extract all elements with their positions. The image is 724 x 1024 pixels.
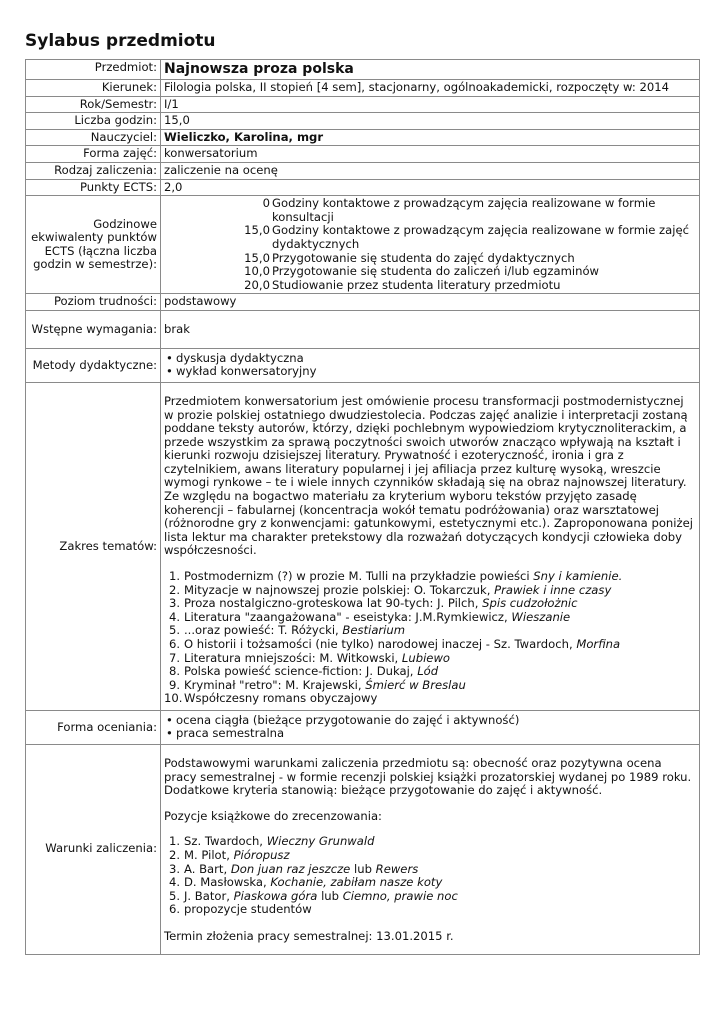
row-forma-zajec — [26, 146, 700, 163]
book-connector: lub — [317, 888, 343, 903]
book-number: 6. — [168, 902, 180, 917]
topic-item — [164, 584, 696, 598]
topic-text: Kryminał "retro": M. Krajewski, — [184, 677, 366, 692]
row-zakres — [26, 382, 700, 710]
topic-number: 3. — [168, 596, 180, 611]
topic-title: Spis cudzołożnic — [482, 596, 578, 611]
topic-number: 2. — [168, 582, 180, 597]
label-nauczyciel: Nauczyciel: — [26, 129, 161, 146]
book-number: 2. — [168, 847, 180, 862]
book-item — [164, 863, 696, 877]
value-zakres — [161, 382, 700, 710]
list-item: • wykład konwersatoryjny — [164, 365, 696, 379]
topic-title: Bestiarium — [342, 623, 406, 638]
label-forma-zajec: Forma zajęć: — [26, 146, 161, 163]
book-title: Pióropusz — [233, 847, 290, 862]
topic-title: Lubiewo — [401, 650, 451, 665]
label-rodzaj-zaliczenia: Rodzaj zaliczenia: — [26, 162, 161, 179]
page-title: Sylabus przedmiotu — [25, 31, 216, 51]
value-punkty-ects: 2,0 — [161, 179, 700, 196]
label-punkty-ects: Punkty ECTS: — [26, 179, 161, 196]
topic-number: 8. — [168, 664, 180, 679]
topic-number: 5. — [168, 623, 180, 638]
book-number: 3. — [168, 861, 180, 876]
ects-item — [164, 197, 696, 224]
list-item: • praca semestralna — [164, 727, 696, 741]
syllabus-page — [25, 30, 700, 955]
value-przedmiot: Najnowsza proza polska — [161, 60, 700, 80]
topic-number: 9. — [168, 677, 180, 692]
list-item: • dyskusja dydaktyczna — [164, 352, 696, 366]
book-title-alt: Ciemno, prawie noc — [342, 888, 458, 903]
topic-title: Prawiek i inne czasy — [494, 582, 612, 597]
topic-item — [164, 679, 696, 693]
topic-text: Mityzacje w najnowszej prozie polskiej: O. Tokarczuk, — [184, 582, 495, 597]
ects-hours: 20,0 — [244, 277, 270, 292]
deadline: Termin złożenia pracy semestralnej: 13.01.2015 r. — [164, 928, 454, 943]
topic-after: . — [618, 569, 623, 584]
topic-title: Morfina — [576, 637, 621, 651]
row-punkty-ects — [26, 179, 700, 196]
row-metody — [26, 348, 700, 382]
value-kierunek: Filologia polska, II stopień [4 sem], stacjonarny, ogólnoakademicki, rozpoczęty w: 2014 — [161, 80, 700, 97]
topic-number: 6. — [168, 637, 180, 651]
value-ocena — [161, 710, 700, 744]
topic-title: Śmierć w Breslau — [365, 677, 466, 692]
zakres-intro: Przedmiotem konwersatorium jest omówienie procesu transformacji postmodernistycznej w prozie polskiej ostatniego dwudziestolecia. Podczas zajęć analizie i interpretacji zostaną poddane teksty autorów, którzy, dzięki pochlebnym wypowiedziom krytycznoliterackim, a przede wszystkim za sprawą poczytności swoich utworów znacząco wpływają na kształt i kierunki rozwoju dzisiejszej literatury. Prywatność i ezoteryczność, ironia i gra z czytelnikiem, awans literatury popularnej i jej afiliacja przez kulturę wysoką, wreszcie wymogi rynkowe – te i wiele innych czynników składają się na obraz najnowszej literatury. Ze względu na bogactwo materiału za kryterium wyboru tekstów przyjęto zasadę koherencji – fabularnej (koncentracja wokół tematu podróżowania) oraz warsztatowej (różnorodne gry z konwencjami: gatunkowymi, estetycznymi etc.). Zaproponowana poniżej lista lektur ma charakter pretekstowy dla rozważań dotyczących kondycji człowieka doby współczesności. — [164, 393, 693, 558]
label-wymagania: Wstępne wymagania: — [26, 310, 161, 348]
topic-number: 1. — [168, 569, 180, 584]
topic-title: Wieszanie — [511, 609, 571, 624]
row-ekwiwalent — [26, 196, 700, 294]
topic-item — [164, 652, 696, 666]
book-author: propozycje studentów — [184, 902, 312, 917]
label-liczba-godzin: Liczba godzin: — [26, 113, 161, 130]
ects-item — [164, 252, 696, 266]
topic-text: Literatura mniejszości: M. Witkowski, — [184, 650, 402, 665]
topic-item — [164, 692, 696, 706]
book-item — [164, 876, 696, 890]
topic-text: Literatura "zaangażowana" - eseistyka: J.M.Rymkiewicz, — [184, 609, 512, 624]
ects-hours: 10,0 — [244, 264, 270, 279]
label-zakres: Zakres tematów: — [26, 382, 161, 710]
book-item — [164, 890, 696, 904]
value-rodzaj-zaliczenia: zaliczenie na ocenę — [161, 162, 700, 179]
row-rodzaj-zaliczenia — [26, 162, 700, 179]
value-poziom: podstawowy — [161, 294, 700, 311]
topic-text: Postmodernizm (?) w prozie M. Tulli na przykładzie powieści — [184, 569, 534, 584]
topic-item — [164, 624, 696, 638]
label-przedmiot: Przedmiot: — [26, 60, 161, 80]
book-connector: lub — [350, 861, 376, 876]
syllabus-table — [25, 59, 700, 955]
topic-item — [164, 597, 696, 611]
row-wymagania — [26, 310, 700, 348]
metody-list — [164, 352, 696, 379]
topic-text: Proza nostalgiczno-groteskowa lat 90-tych: J. Pilch, — [184, 596, 483, 611]
book-title-alt: Rewers — [375, 861, 419, 876]
ects-hours: 15,0 — [244, 223, 270, 238]
book-title: Kochanie, zabiłam nasze koty — [270, 875, 443, 890]
value-nauczyciel: Wieliczko, Karolina, mgr — [161, 129, 700, 146]
book-item — [164, 835, 696, 849]
book-number: 4. — [168, 875, 180, 890]
label-rok: Rok/Semestr: — [26, 96, 161, 113]
book-author: A. Bart, — [184, 861, 231, 876]
book-author: M. Pilot, — [184, 847, 234, 862]
book-item — [164, 849, 696, 863]
row-kierunek — [26, 80, 700, 97]
label-ekwiwalent: Godzinowe ekwiwalenty punktów ECTS (łączna liczba godzin w semestrze): — [26, 196, 161, 294]
topic-item — [164, 570, 696, 584]
book-number: 5. — [168, 888, 180, 903]
book-title: Don juan raz jeszcze — [230, 861, 351, 876]
row-warunki — [26, 744, 700, 954]
ects-desc: Godziny kontaktowe z prowadzącym zajęcia realizowane w formie zajęć dydaktycznych — [272, 223, 689, 251]
book-author: Sz. Twardoch, — [184, 834, 267, 849]
books-heading: Pozycje książkowe do zrecenzowania: — [164, 808, 382, 823]
value-forma-zajec: konwersatorium — [161, 146, 700, 163]
list-item: • ocena ciągła (bieżące przygotowanie do zajęć i aktywność) — [164, 714, 696, 728]
topic-item — [164, 665, 696, 679]
ects-desc: Przygotowanie się studenta do zajęć dydaktycznych — [272, 250, 575, 265]
topic-number: 4. — [168, 609, 180, 624]
ects-desc: Studiowanie przez studenta literatury przedmiotu — [272, 277, 561, 292]
topic-text: Współczesny romans obyczajowy — [184, 691, 378, 706]
row-ocena — [26, 710, 700, 744]
value-ekwiwalent — [161, 196, 700, 294]
ects-item — [164, 279, 696, 293]
value-wymagania: brak — [161, 310, 700, 348]
book-item — [164, 903, 696, 917]
row-poziom — [26, 294, 700, 311]
books-list — [164, 835, 696, 917]
value-warunki — [161, 744, 700, 954]
row-nauczyciel — [26, 129, 700, 146]
ects-desc: Przygotowanie się studenta do zaliczeń i/lub egzaminów — [272, 264, 600, 279]
book-author: D. Masłowska, — [184, 875, 271, 890]
ocena-list — [164, 714, 696, 741]
book-author: J. Bator, — [184, 888, 234, 903]
book-title: Piaskowa góra — [233, 888, 318, 903]
topic-text: O historii i tożsamości (nie tylko) narodowej inaczej - Sz. Twardoch, — [184, 637, 577, 651]
topic-title: Sny i kamienie — [533, 569, 619, 584]
value-rok: I/1 — [161, 96, 700, 113]
topic-number: 7. — [168, 650, 180, 665]
topic-title: Lód — [417, 664, 439, 679]
topics-list — [164, 570, 696, 706]
row-przedmiot — [26, 60, 700, 80]
ects-hours: 15,0 — [244, 250, 270, 265]
topic-item — [164, 611, 696, 625]
topic-item — [164, 638, 696, 652]
ects-hours: 0 — [262, 196, 270, 211]
book-title: Wieczny Grunwald — [266, 834, 375, 849]
topic-text: ...oraz powieść: T. Różycki, — [184, 623, 343, 638]
label-poziom: Poziom trudności: — [26, 294, 161, 311]
value-liczba-godzin: 15,0 — [161, 113, 700, 130]
label-warunki: Warunki zaliczenia: — [26, 744, 161, 954]
row-rok — [26, 96, 700, 113]
warunki-intro: Podstawowymi warunkami zaliczenia przedmiotu są: obecność oraz pozytywna ocena pracy semestralnej - w formie recenzji polskiej książki prozatorskiej wydanej po 1989 roku. Dodatkowe kryteria stanowią: bieżące przygotowanie do zajęć i aktywność. — [164, 755, 692, 798]
topic-number: 10. — [164, 691, 183, 706]
ects-desc: Godziny kontaktowe z prowadzącym zajęcia realizowane w formie konsultacji — [272, 196, 656, 224]
ects-item — [164, 265, 696, 279]
value-metody — [161, 348, 700, 382]
topic-text: Polska powieść science-fiction: J. Dukaj, — [184, 664, 418, 679]
label-ocena: Forma oceniania: — [26, 710, 161, 744]
book-number: 1. — [168, 834, 180, 849]
label-metody: Metody dydaktyczne: — [26, 348, 161, 382]
ects-item — [164, 224, 696, 251]
row-liczba-godzin — [26, 113, 700, 130]
label-kierunek: Kierunek: — [26, 80, 161, 97]
